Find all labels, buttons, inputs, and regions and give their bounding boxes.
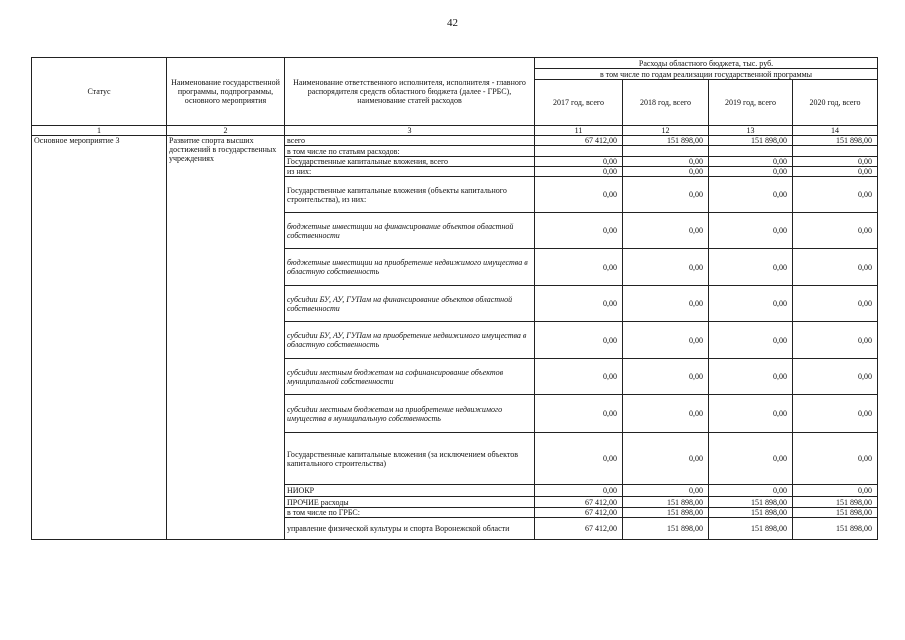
expense-value: 0,00 <box>535 359 623 395</box>
header-year: 2020 год, всего <box>793 80 878 126</box>
expense-value: 0,00 <box>709 322 793 359</box>
expense-value: 0,00 <box>793 213 878 249</box>
program-cell-empty <box>167 322 285 359</box>
header-year: 2018 год, всего <box>623 80 709 126</box>
status-cell-empty <box>32 359 167 395</box>
expense-value: 0,00 <box>623 485 709 497</box>
expense-value: 0,00 <box>793 157 878 167</box>
expense-label: бюджетные инвестиции на финансирование объектов областной собственности <box>285 213 535 249</box>
expense-value: 0,00 <box>623 213 709 249</box>
expense-value: 0,00 <box>709 177 793 213</box>
table-row <box>32 497 878 508</box>
expense-label: всего <box>285 136 535 146</box>
column-number: 1 <box>32 126 167 136</box>
expense-value: 0,00 <box>623 433 709 485</box>
column-number: 14 <box>793 126 878 136</box>
expense-label: субсидии БУ, АУ, ГУПам на финансирование объектов областной собственности <box>285 286 535 322</box>
table-row <box>32 508 878 518</box>
expense-value: 0,00 <box>535 249 623 286</box>
expense-value <box>793 146 878 157</box>
expense-value: 0,00 <box>793 322 878 359</box>
expense-value: 0,00 <box>793 433 878 485</box>
expense-label: Государственные капитальные вложения, всего <box>285 157 535 167</box>
status-cell-empty <box>32 433 167 485</box>
expense-value: 0,00 <box>709 157 793 167</box>
table-row <box>32 359 878 395</box>
expense-label: в том числе по ГРБС: <box>285 508 535 518</box>
program-cell-empty <box>167 497 285 508</box>
expense-value: 151 898,00 <box>793 508 878 518</box>
expense-value: 151 898,00 <box>709 497 793 508</box>
expense-value: 0,00 <box>709 359 793 395</box>
column-number-row <box>32 126 878 136</box>
expense-value <box>623 146 709 157</box>
status-cell-empty <box>32 485 167 497</box>
column-number: 2 <box>167 126 285 136</box>
expense-value: 0,00 <box>709 213 793 249</box>
expense-value: 151 898,00 <box>709 136 793 146</box>
table-row <box>32 177 878 213</box>
expense-value: 151 898,00 <box>709 518 793 540</box>
header-row-1 <box>32 58 878 69</box>
expense-value: 67 412,00 <box>535 508 623 518</box>
header-program-name: Наименование государственной программы, подпрограммы, основного мероприятия <box>167 58 285 126</box>
table-row <box>32 146 878 157</box>
expense-value: 0,00 <box>709 167 793 177</box>
expense-value: 151 898,00 <box>623 136 709 146</box>
status-cell-empty <box>32 177 167 213</box>
expense-label: из них: <box>285 167 535 177</box>
status-cell: Основное мероприятие 3 <box>32 136 167 146</box>
expense-value: 0,00 <box>535 433 623 485</box>
program-cell-empty <box>167 518 285 540</box>
expense-value: 151 898,00 <box>709 508 793 518</box>
header-executor-name: Наименование ответственного исполнителя, исполнителя - главного распорядителя средств областного бюджета (далее - ГРБС), наименование статей расходов <box>285 58 535 126</box>
program-cell-empty <box>167 395 285 433</box>
expense-value <box>709 146 793 157</box>
expense-value: 0,00 <box>793 286 878 322</box>
column-number: 13 <box>709 126 793 136</box>
column-number: 3 <box>285 126 535 136</box>
table-row <box>32 518 878 540</box>
expense-value: 151 898,00 <box>623 497 709 508</box>
program-cell-empty <box>167 213 285 249</box>
status-cell-empty <box>32 497 167 508</box>
expense-value: 0,00 <box>623 359 709 395</box>
expense-value: 0,00 <box>623 167 709 177</box>
table-row <box>32 167 878 177</box>
expense-value: 0,00 <box>535 177 623 213</box>
expense-value: 0,00 <box>709 249 793 286</box>
column-number: 11 <box>535 126 623 136</box>
expense-label: субсидии БУ, АУ, ГУПам на приобретение недвижимого имущества в областную собственность <box>285 322 535 359</box>
expense-value: 0,00 <box>793 167 878 177</box>
expense-value: 0,00 <box>535 395 623 433</box>
expense-value: 0,00 <box>623 157 709 167</box>
header-year: 2017 год, всего <box>535 80 623 126</box>
program-cell-empty <box>167 177 285 213</box>
table-row <box>32 136 878 146</box>
expense-value: 67 412,00 <box>535 518 623 540</box>
expense-value: 0,00 <box>623 249 709 286</box>
program-cell-empty <box>167 359 285 395</box>
status-cell-empty <box>32 286 167 322</box>
header-expenses: Расходы областного бюджета, тыс. руб. <box>535 58 878 69</box>
table-row <box>32 286 878 322</box>
table-row <box>32 213 878 249</box>
expense-value: 151 898,00 <box>793 136 878 146</box>
budget-table <box>31 57 878 540</box>
expense-value: 151 898,00 <box>793 518 878 540</box>
expense-label: субсидии местным бюджетам на приобретение недвижимого имущества в муниципальную собственность <box>285 395 535 433</box>
expense-value: 0,00 <box>535 322 623 359</box>
status-cell-empty <box>32 157 167 167</box>
column-number: 12 <box>623 126 709 136</box>
expense-label: субсидии местным бюджетам на софинансирование объектов муниципальной собственности <box>285 359 535 395</box>
expense-value: 0,00 <box>793 395 878 433</box>
status-cell-empty <box>32 395 167 433</box>
expense-label: ПРОЧИЕ расходы <box>285 497 535 508</box>
page-number: 42 <box>447 17 458 29</box>
expense-value: 0,00 <box>623 322 709 359</box>
table-row <box>32 395 878 433</box>
status-cell-empty <box>32 249 167 286</box>
status-cell-empty <box>32 508 167 518</box>
expense-label: Государственные капитальные вложения (за исключением объектов капитального строительства) <box>285 433 535 485</box>
table-row <box>32 433 878 485</box>
status-cell-empty <box>32 518 167 540</box>
expense-value: 0,00 <box>793 177 878 213</box>
expense-value: 0,00 <box>623 177 709 213</box>
header-by-years: в том числе по годам реализации государственной программы <box>535 69 878 80</box>
expense-value: 0,00 <box>709 485 793 497</box>
expense-label: управление физической культуры и спорта Воронежской области <box>285 518 535 540</box>
program-cell-empty <box>167 485 285 497</box>
expense-value: 0,00 <box>623 286 709 322</box>
status-cell-empty <box>32 167 167 177</box>
status-cell-empty <box>32 213 167 249</box>
expense-value: 0,00 <box>793 249 878 286</box>
expense-value: 0,00 <box>535 213 623 249</box>
expense-value: 0,00 <box>535 286 623 322</box>
expense-value: 0,00 <box>535 485 623 497</box>
expense-value: 0,00 <box>535 157 623 167</box>
expense-value <box>535 146 623 157</box>
header-year: 2019 год, всего <box>709 80 793 126</box>
expense-label: в том числе по статьям расходов: <box>285 146 535 157</box>
status-cell-empty <box>32 322 167 359</box>
program-cell-empty <box>167 508 285 518</box>
program-cell: Развитие спорта высших достижений в государственных учреждениях <box>167 136 285 177</box>
header-status: Статус <box>32 58 167 126</box>
table-row <box>32 249 878 286</box>
status-cell-empty <box>32 146 167 157</box>
expense-value: 67 412,00 <box>535 497 623 508</box>
expense-value: 0,00 <box>793 359 878 395</box>
program-cell-empty <box>167 433 285 485</box>
expense-value: 151 898,00 <box>623 518 709 540</box>
expense-value: 0,00 <box>709 433 793 485</box>
expense-value: 0,00 <box>535 167 623 177</box>
expense-label: бюджетные инвестиции на приобретение недвижимого имущества в областную собственность <box>285 249 535 286</box>
program-cell-empty <box>167 249 285 286</box>
table-row <box>32 157 878 167</box>
expense-value: 0,00 <box>709 286 793 322</box>
expense-value: 151 898,00 <box>793 497 878 508</box>
expense-value: 0,00 <box>709 395 793 433</box>
expense-label: НИОКР <box>285 485 535 497</box>
expense-label: Государственные капитальные вложения (объекты капитального строительства), из них: <box>285 177 535 213</box>
expense-value: 0,00 <box>793 485 878 497</box>
expense-value: 151 898,00 <box>623 508 709 518</box>
table-row <box>32 322 878 359</box>
program-cell-empty <box>167 286 285 322</box>
expense-value: 67 412,00 <box>535 136 623 146</box>
table-row <box>32 485 878 497</box>
expense-value: 0,00 <box>623 395 709 433</box>
